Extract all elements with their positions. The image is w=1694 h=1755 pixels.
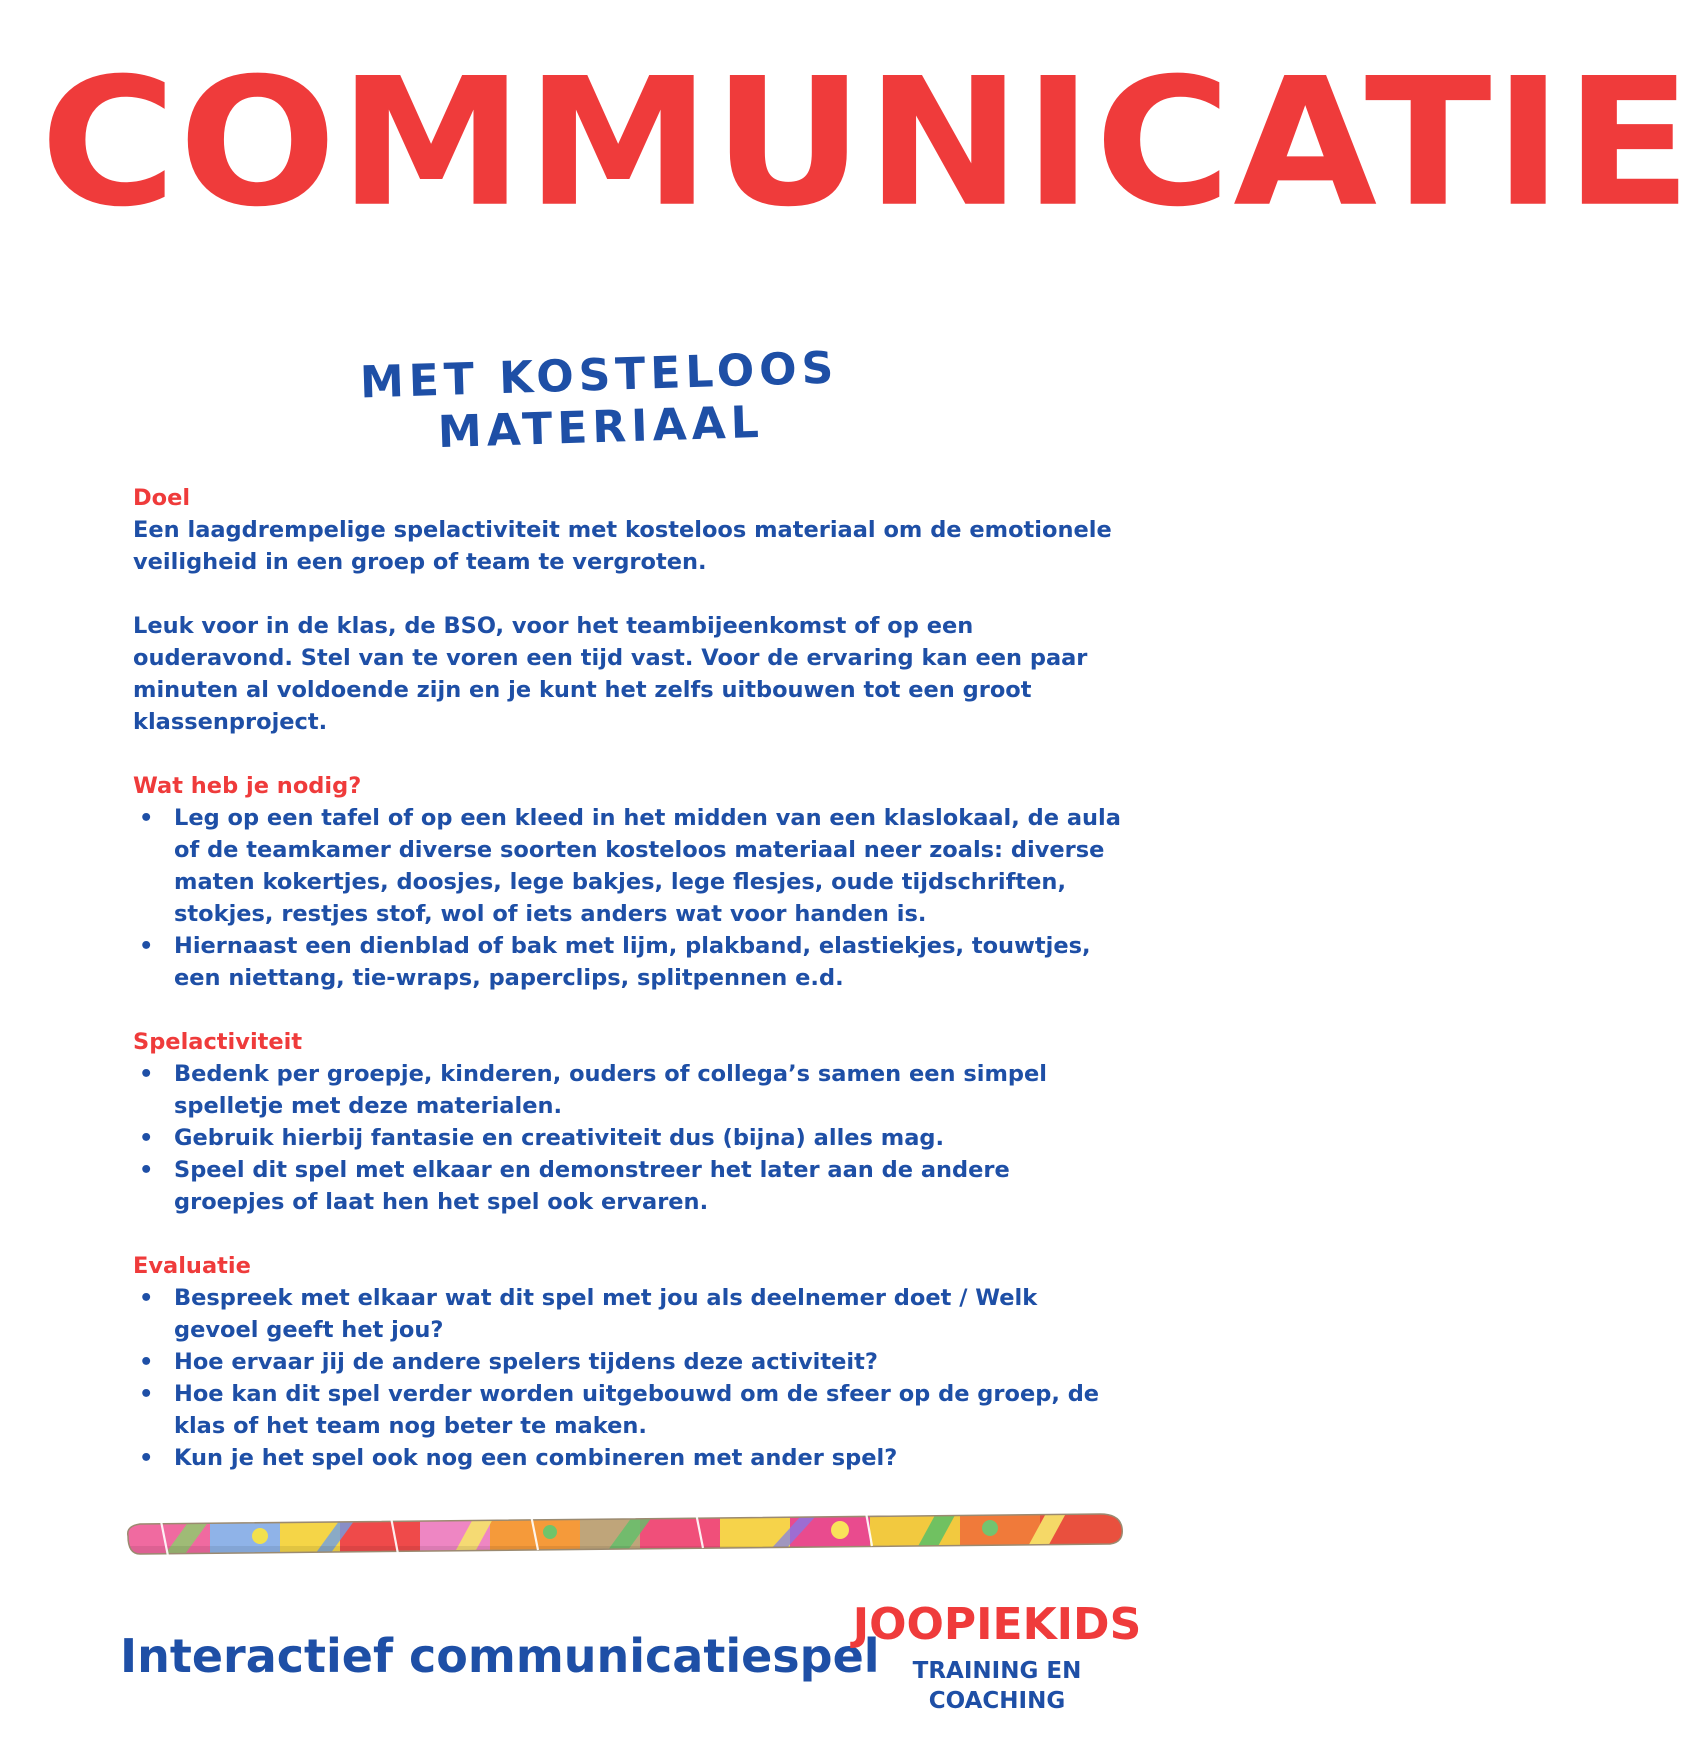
section-heading-doel: Doel	[133, 485, 191, 511]
list-item: • Hoe ervaar jij de andere spelers tijdens deze activiteit?	[174, 1346, 1123, 1378]
footer-tagline: Interactief communicatiespel	[120, 1629, 880, 1683]
nodig-list	[133, 802, 1123, 994]
list-item: • Kun je het spel ook nog een combineren met ander spel?	[174, 1442, 1123, 1474]
list-item: • Speel dit spel met elkaar en demonstreer het later aan de andere groepjes of laat hen het spel ook ervaren.	[174, 1154, 1123, 1218]
list-item: • Gebruik hierbij fantasie en creativiteit dus (bijna) alles mag.	[174, 1122, 1123, 1154]
section-heading-spelactiviteit: Spelactiviteit	[133, 1029, 303, 1055]
section-heading-evaluatie: Evaluatie	[133, 1253, 251, 1279]
evaluatie-list	[133, 1282, 1123, 1474]
spel-list	[133, 1058, 1123, 1218]
page-subtitle: MET KOSTELOOS MATERIAAL	[359, 342, 840, 459]
brand-subtitle: TRAINING EN COACHING	[912, 1658, 1082, 1714]
list-item: • Bedenk per groepje, kinderen, ouders of collega’s samen een simpel spelletje met deze materialen.	[174, 1058, 1123, 1122]
section-heading-nodig: Wat heb je nodig?	[133, 773, 362, 799]
decorated-stick-image	[120, 1506, 1130, 1561]
brand-name: JOOPIEKIDS	[852, 1599, 1142, 1650]
list-item: • Bespreek met elkaar wat dit spel met jou als deelnemer doet / Welk gevoel geeft het jou?	[174, 1282, 1123, 1346]
content	[133, 482, 1123, 1474]
list-item: • Hoe kan dit spel verder worden uitgebouwd om de sfeer op de groep, de klas of het team nog beter te maken.	[174, 1378, 1123, 1442]
page-title: COMMUNICATIE	[40, 39, 1694, 246]
list-item: • Hiernaast een dienblad of bak met lijm, plakband, elastiekjes, touwtjes, een niettang, tie-wraps, paperclips, splitpennen e.d.	[174, 930, 1123, 994]
doel-text-2: Leuk voor in de klas, de BSO, voor het teambijeenkomst of op een ouderavond. Stel van te voren een tijd vast. Voor de ervaring kan een paar minuten al voldoende zijn en je kunt het zelfs uitbouwen tot een groot klassenproject.	[133, 613, 1088, 735]
list-item: • Leg op een tafel of op een kleed in het midden van een klaslokaal, de aula of de teamkamer diverse soorten kosteloos materiaal neer zoals: diverse maten kokertjes, doosjes, lege bakjes, lege flesjes, oude tijdschriften, stokjes, restjes stof, wol of iets anders wat voor handen is.	[174, 802, 1123, 930]
doel-text-1: Een laagdrempelige spelactiviteit met kosteloos materiaal om de emotionele veiligheid in een groep of team te vergroten.	[133, 517, 1112, 575]
